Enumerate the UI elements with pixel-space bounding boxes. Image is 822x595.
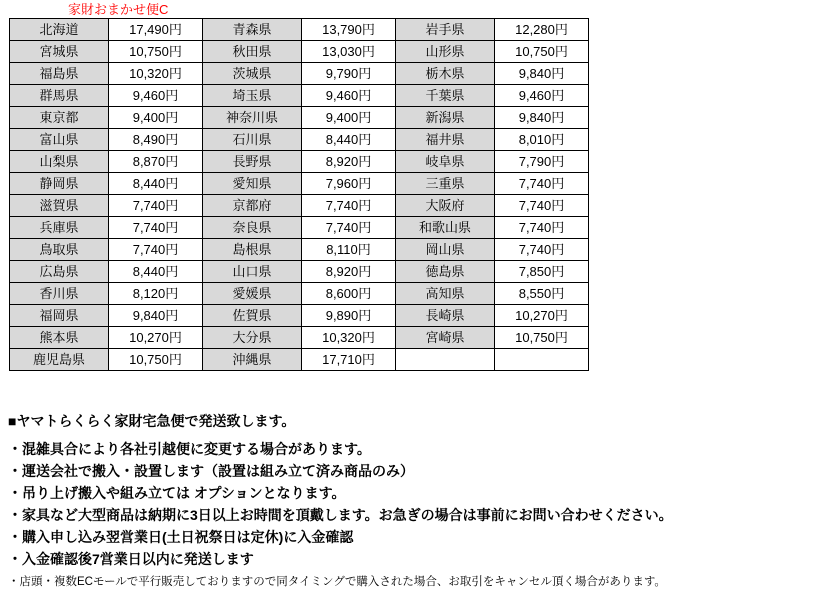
- prefecture-cell: 岐阜県: [396, 151, 495, 173]
- prefecture-cell: 岩手県: [396, 19, 495, 41]
- prefecture-cell: 埼玉県: [203, 85, 302, 107]
- price-cell: 8,870円: [109, 151, 203, 173]
- note-fine-print: ・店頭・複数ECモールで平行販売しておりますので同タイミングで購入された場合、お取引をキャンセル頂く場合があります。: [8, 576, 666, 588]
- table-row: [10, 19, 589, 41]
- prefecture-cell: 青森県: [203, 19, 302, 41]
- prefecture-cell: 山口県: [203, 261, 302, 283]
- prefecture-cell: 宮崎県: [396, 327, 495, 349]
- price-cell: 10,750円: [109, 41, 203, 63]
- prefecture-cell: 山形県: [396, 41, 495, 63]
- note-line: ・吊り上げ搬入や組み立ては オプションとなります。: [8, 485, 346, 501]
- prefecture-cell: 群馬県: [10, 85, 109, 107]
- table-row: [10, 239, 589, 261]
- prefecture-cell: 徳島県: [396, 261, 495, 283]
- prefecture-cell: 島根県: [203, 239, 302, 261]
- table-row: [10, 217, 589, 239]
- price-cell: 7,790円: [495, 151, 589, 173]
- prefecture-cell: 福井県: [396, 129, 495, 151]
- notes-heading: ■ヤマトらくらく家財宅急便で発送致します。: [8, 413, 296, 429]
- prefecture-cell: 富山県: [10, 129, 109, 151]
- shipping-fee-table: [9, 18, 589, 371]
- prefecture-cell: 兵庫県: [10, 217, 109, 239]
- prefecture-cell: 鹿児島県: [10, 349, 109, 371]
- price-cell: 10,270円: [495, 305, 589, 327]
- price-cell: 12,280円: [495, 19, 589, 41]
- prefecture-cell: 秋田県: [203, 41, 302, 63]
- price-cell: 8,490円: [109, 129, 203, 151]
- prefecture-cell: 高知県: [396, 283, 495, 305]
- price-cell: 9,890円: [302, 305, 396, 327]
- prefecture-cell: 沖縄県: [203, 349, 302, 371]
- table-row: [10, 349, 589, 371]
- table-body: [10, 19, 589, 371]
- table-row: [10, 129, 589, 151]
- prefecture-cell: 福岡県: [10, 305, 109, 327]
- price-cell: 9,840円: [495, 107, 589, 129]
- prefecture-cell: 大阪府: [396, 195, 495, 217]
- prefecture-cell: 広島県: [10, 261, 109, 283]
- table-row: [10, 283, 589, 305]
- note-line: ・運送会社で搬入・設置します（設置は組み立て済み商品のみ）: [8, 463, 414, 479]
- price-cell: 7,850円: [495, 261, 589, 283]
- table-row: [10, 63, 589, 85]
- prefecture-cell: 静岡県: [10, 173, 109, 195]
- prefecture-cell: 石川県: [203, 129, 302, 151]
- prefecture-cell: 京都府: [203, 195, 302, 217]
- price-cell: 8,110円: [302, 239, 396, 261]
- price-cell: 10,320円: [302, 327, 396, 349]
- price-cell: 9,460円: [109, 85, 203, 107]
- prefecture-cell: 千葉県: [396, 85, 495, 107]
- table-row: [10, 151, 589, 173]
- price-cell: 9,400円: [109, 107, 203, 129]
- table-row: [10, 305, 589, 327]
- page-title: 家財おまかせ便C: [68, 2, 169, 17]
- price-cell: 9,400円: [302, 107, 396, 129]
- price-cell: 9,840円: [109, 305, 203, 327]
- prefecture-cell: 和歌山県: [396, 217, 495, 239]
- prefecture-cell: 奈良県: [203, 217, 302, 239]
- price-cell: 10,320円: [109, 63, 203, 85]
- price-cell: 7,740円: [495, 173, 589, 195]
- table-row: [10, 107, 589, 129]
- prefecture-cell: 佐賀県: [203, 305, 302, 327]
- empty-cell: [396, 349, 495, 371]
- table-row: [10, 261, 589, 283]
- price-cell: 17,710円: [302, 349, 396, 371]
- price-cell: 10,270円: [109, 327, 203, 349]
- note-line: ・入金確認後7営業日以内に発送します: [8, 551, 254, 567]
- price-cell: 8,440円: [109, 261, 203, 283]
- price-cell: 7,960円: [302, 173, 396, 195]
- prefecture-cell: 愛知県: [203, 173, 302, 195]
- price-cell: 8,440円: [109, 173, 203, 195]
- prefecture-cell: 新潟県: [396, 107, 495, 129]
- price-cell: 10,750円: [109, 349, 203, 371]
- prefecture-cell: 滋賀県: [10, 195, 109, 217]
- table-row: [10, 85, 589, 107]
- prefecture-cell: 鳥取県: [10, 239, 109, 261]
- price-cell: 8,010円: [495, 129, 589, 151]
- prefecture-cell: 北海道: [10, 19, 109, 41]
- price-cell: 17,490円: [109, 19, 203, 41]
- prefecture-cell: 熊本県: [10, 327, 109, 349]
- prefecture-cell: 宮城県: [10, 41, 109, 63]
- price-cell: 7,740円: [109, 239, 203, 261]
- price-cell: 9,790円: [302, 63, 396, 85]
- prefecture-cell: 栃木県: [396, 63, 495, 85]
- prefecture-cell: 香川県: [10, 283, 109, 305]
- prefecture-cell: 大分県: [203, 327, 302, 349]
- prefecture-cell: 神奈川県: [203, 107, 302, 129]
- note-line: ・混雑具合により各社引越便に変更する場合があります。: [8, 441, 371, 457]
- price-cell: 7,740円: [495, 195, 589, 217]
- price-cell: 13,030円: [302, 41, 396, 63]
- prefecture-cell: 東京都: [10, 107, 109, 129]
- note-line: ・家具など大型商品は納期に3日以上お時間を頂戴します。お急ぎの場合は事前にお問い合わせください。: [8, 507, 673, 523]
- table-row: [10, 41, 589, 63]
- price-cell: 7,740円: [495, 239, 589, 261]
- prefecture-cell: 茨城県: [203, 63, 302, 85]
- price-cell: 8,440円: [302, 129, 396, 151]
- price-cell: 8,550円: [495, 283, 589, 305]
- price-cell: 7,740円: [109, 217, 203, 239]
- price-cell: 7,740円: [495, 217, 589, 239]
- price-cell: 8,120円: [109, 283, 203, 305]
- empty-cell: [495, 349, 589, 371]
- price-cell: 7,740円: [302, 195, 396, 217]
- prefecture-cell: 福島県: [10, 63, 109, 85]
- table-row: [10, 327, 589, 349]
- prefecture-cell: 三重県: [396, 173, 495, 195]
- price-cell: 9,840円: [495, 63, 589, 85]
- price-cell: 8,600円: [302, 283, 396, 305]
- price-cell: 10,750円: [495, 41, 589, 63]
- price-cell: 8,920円: [302, 261, 396, 283]
- price-cell: 7,740円: [109, 195, 203, 217]
- price-cell: 7,740円: [302, 217, 396, 239]
- price-cell: 10,750円: [495, 327, 589, 349]
- table-row: [10, 173, 589, 195]
- price-cell: 9,460円: [302, 85, 396, 107]
- price-cell: 13,790円: [302, 19, 396, 41]
- notes-section: [8, 410, 808, 592]
- table-row: [10, 195, 589, 217]
- note-line: ・購入申し込み翌営業日(土日祝祭日は定休)に入金確認: [8, 529, 354, 545]
- prefecture-cell: 長崎県: [396, 305, 495, 327]
- prefecture-cell: 岡山県: [396, 239, 495, 261]
- price-cell: 9,460円: [495, 85, 589, 107]
- prefecture-cell: 山梨県: [10, 151, 109, 173]
- prefecture-cell: 長野県: [203, 151, 302, 173]
- price-cell: 8,920円: [302, 151, 396, 173]
- prefecture-cell: 愛媛県: [203, 283, 302, 305]
